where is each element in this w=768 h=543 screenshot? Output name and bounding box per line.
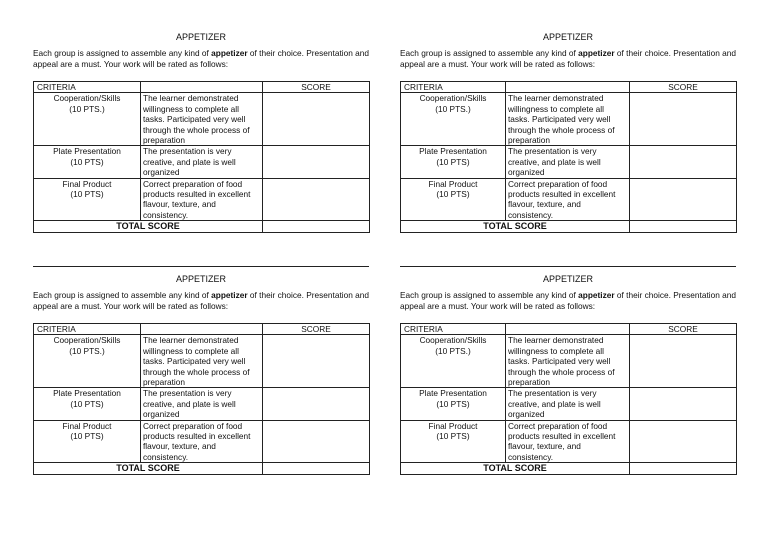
description-cell: The presentation is very creative, and plate is well organized — [141, 388, 263, 420]
description-cell: The presentation is very creative, and plate is well organized — [141, 146, 263, 178]
description-cell: Correct preparation of food products resulted in excellent flavour, texture, and consistency. — [506, 420, 630, 463]
table-row — [34, 335, 370, 388]
score-cell[interactable] — [263, 178, 370, 221]
description-cell: Correct preparation of food products resulted in excellent flavour, texture, and consistency. — [506, 178, 630, 221]
table-header-row — [401, 324, 737, 335]
total-score-cell[interactable] — [263, 463, 370, 475]
score-header: SCORE — [630, 82, 737, 93]
table-row — [34, 178, 370, 221]
card-title: APPETIZER — [175, 32, 226, 42]
total-score-cell[interactable] — [630, 221, 737, 233]
rubric-table — [400, 323, 737, 475]
card-title: APPETIZER — [542, 32, 593, 42]
total-score-label: TOTAL SCORE — [34, 463, 263, 475]
score-cell[interactable] — [630, 93, 737, 146]
criteria-cell: Final Product (10 PTS) — [34, 420, 141, 463]
description-header — [506, 82, 630, 93]
description-cell: The presentation is very creative, and plate is well organized — [506, 146, 630, 178]
total-score-cell[interactable] — [263, 221, 370, 233]
score-cell[interactable] — [263, 93, 370, 146]
instructions: Each group is assigned to assemble any kind of appetizer of their choice. Presentation and appeal are a must. Your work will be rated as follows: — [33, 290, 369, 311]
score-cell[interactable] — [263, 420, 370, 463]
score-cell[interactable] — [263, 335, 370, 388]
table-row — [401, 93, 737, 146]
score-cell[interactable] — [630, 335, 737, 388]
criteria-cell: Plate Presentation (10 PTS) — [34, 146, 141, 178]
criteria-cell: Cooperation/Skills (10 PTS.) — [34, 93, 141, 146]
instructions: Each group is assigned to assemble any kind of appetizer of their choice. Presentation and appeal are a must. Your work will be rated as follows: — [400, 48, 736, 69]
table-row — [401, 146, 737, 178]
criteria-cell: Plate Presentation (10 PTS) — [401, 388, 506, 420]
table-row — [401, 388, 737, 420]
criteria-cell: Final Product (10 PTS) — [401, 178, 506, 221]
total-score-label: TOTAL SCORE — [34, 221, 263, 233]
table-row — [401, 335, 737, 388]
instructions: Each group is assigned to assemble any kind of appetizer of their choice. Presentation and appeal are a must. Your work will be rated as follows: — [400, 290, 736, 311]
description-cell: The learner demonstrated willingness to complete all tasks. Participated very well through the whole process of preparation — [506, 335, 630, 388]
score-header: SCORE — [630, 324, 737, 335]
score-cell[interactable] — [630, 388, 737, 420]
criteria-cell: Final Product (10 PTS) — [401, 420, 506, 463]
rubric-card-top-left — [33, 30, 369, 233]
description-header — [141, 324, 263, 335]
description-cell: The presentation is very creative, and plate is well organized — [506, 388, 630, 420]
description-cell: The learner demonstrated willingness to complete all tasks. Participated very well through the whole process of preparation — [141, 335, 263, 388]
cut-line-right — [400, 266, 736, 267]
rubric-card-bottom-left — [33, 272, 369, 475]
table-header-row — [401, 82, 737, 93]
description-cell: The learner demonstrated willingness to complete all tasks. Participated very well through the whole process of preparation — [141, 93, 263, 146]
table-row — [34, 388, 370, 420]
rubric-table — [33, 323, 370, 475]
criteria-cell: Cooperation/Skills (10 PTS.) — [401, 93, 506, 146]
rubric-table — [400, 81, 737, 233]
table-header-row — [34, 324, 370, 335]
criteria-cell: Plate Presentation (10 PTS) — [401, 146, 506, 178]
table-header-row — [34, 82, 370, 93]
table-row — [401, 178, 737, 221]
total-row — [401, 221, 737, 233]
criteria-cell: Plate Presentation (10 PTS) — [34, 388, 141, 420]
total-score-label: TOTAL SCORE — [401, 463, 630, 475]
description-header — [141, 82, 263, 93]
score-cell[interactable] — [630, 146, 737, 178]
table-row — [401, 420, 737, 463]
score-header: SCORE — [263, 324, 370, 335]
rubric-card-bottom-right — [400, 272, 736, 475]
criteria-header: CRITERIA — [401, 324, 506, 335]
total-row — [34, 221, 370, 233]
description-cell: Correct preparation of food products resulted in excellent flavour, texture, and consistency. — [141, 420, 263, 463]
criteria-header: CRITERIA — [34, 82, 141, 93]
table-row — [34, 146, 370, 178]
score-cell[interactable] — [630, 178, 737, 221]
criteria-cell: Cooperation/Skills (10 PTS.) — [401, 335, 506, 388]
card-title: APPETIZER — [542, 274, 593, 284]
description-header — [506, 324, 630, 335]
criteria-cell: Cooperation/Skills (10 PTS.) — [34, 335, 141, 388]
cut-line-left — [33, 266, 369, 267]
criteria-cell: Final Product (10 PTS) — [34, 178, 141, 221]
card-title: APPETIZER — [175, 274, 226, 284]
table-row — [34, 93, 370, 146]
criteria-header: CRITERIA — [401, 82, 506, 93]
criteria-header: CRITERIA — [34, 324, 141, 335]
score-cell[interactable] — [630, 420, 737, 463]
table-row — [34, 420, 370, 463]
score-cell[interactable] — [263, 146, 370, 178]
score-header: SCORE — [263, 82, 370, 93]
rubric-card-top-right — [400, 30, 736, 233]
total-row — [34, 463, 370, 475]
total-row — [401, 463, 737, 475]
description-cell: The learner demonstrated willingness to complete all tasks. Participated very well through the whole process of preparation — [506, 93, 630, 146]
total-score-cell[interactable] — [630, 463, 737, 475]
total-score-label: TOTAL SCORE — [401, 221, 630, 233]
rubric-table — [33, 81, 370, 233]
instructions: Each group is assigned to assemble any kind of appetizer of their choice. Presentation and appeal are a must. Your work will be rated as follows: — [33, 48, 369, 69]
description-cell: Correct preparation of food products resulted in excellent flavour, texture, and consistency. — [141, 178, 263, 221]
score-cell[interactable] — [263, 388, 370, 420]
